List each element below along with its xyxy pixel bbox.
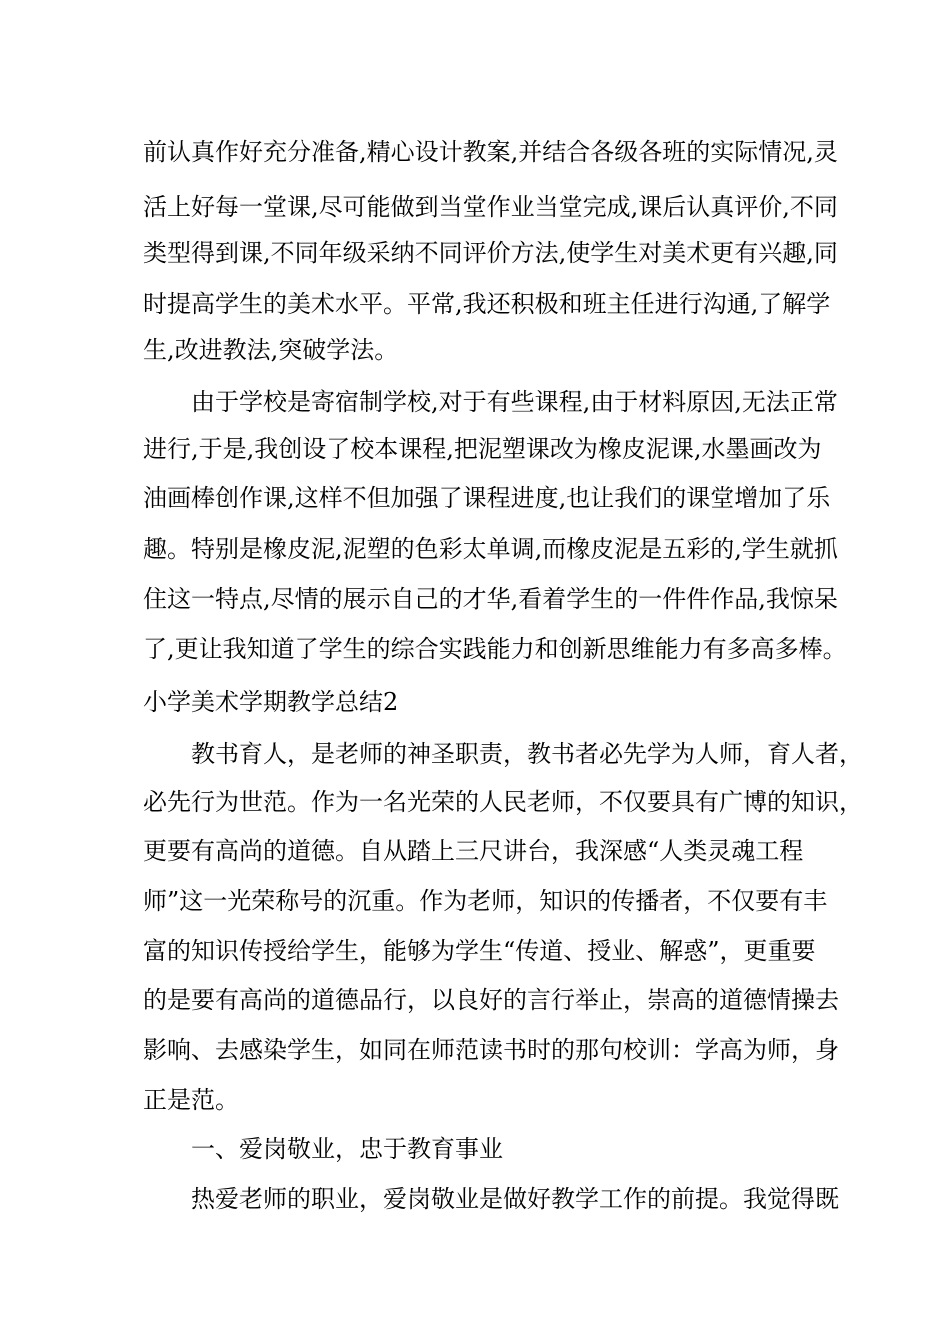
paragraph-line: 时提高学生的美术水平。平常,我还积极和班主任进行沟通,了解学 [143, 290, 831, 318]
paragraph-line: 教书育人，是老师的神圣职责，教书者必先学为人师，育人者， [191, 740, 863, 768]
paragraph-line: 类型得到课,不同年级采纳不同评价方法,使学生对美术更有兴趣,同 [143, 239, 838, 267]
paragraph-line: 油画棒创作课,这样不但加强了课程进度,也让我们的课堂增加了乐 [143, 484, 831, 512]
paragraph-line: 进行,于是,我创设了校本课程,把泥塑课改为橡皮泥课,水墨画改为 [143, 435, 822, 463]
subsection-heading: 一、爱岗敬业，忠于教育事业 [191, 1135, 503, 1163]
section-title: 小学美术学期教学总结2 [143, 688, 399, 716]
paragraph-line: 住这一特点,尽情的展示自己的才华,看着学生的一件件作品,我惊呆 [143, 585, 838, 613]
paragraph-line: 热爱老师的职业，爱岗敬业是做好教学工作的前提。我觉得既 [191, 1185, 839, 1213]
paragraph-line: 正是范。 [143, 1086, 239, 1114]
paragraph-line: 生,改进教法,突破学法。 [143, 336, 399, 364]
paragraph-line: 的是要有高尚的道德品行，以良好的言行举止，崇高的道德情操去 [143, 986, 839, 1014]
paragraph-line: 了,更让我知道了学生的综合实践能力和创新思维能力有多高多棒。 [143, 635, 847, 663]
paragraph-line: 趣。特别是橡皮泥,泥塑的色彩太单调,而橡皮泥是五彩的,学生就抓 [143, 535, 838, 563]
paragraph-line: 必先行为世范。作为一名光荣的人民老师，不仅要具有广博的知识， [143, 788, 863, 816]
paragraph-line: 师”这一光荣称号的沉重。作为老师，知识的传播者，不仅要有丰 [143, 887, 828, 915]
paragraph-line: 由于学校是寄宿制学校,对于有些课程,由于材料原因,无法正常 [191, 388, 838, 416]
paragraph-line: 前认真作好充分准备,精心设计教案,并结合各级各班的实际情况,灵 [143, 138, 838, 166]
paragraph-line: 更要有高尚的道德。自从踏上三尺讲台，我深感“人类灵魂工程 [143, 837, 804, 865]
paragraph-line: 影响、去感染学生，如同在师范读书时的那句校训：学高为师，身 [143, 1036, 839, 1064]
paragraph-line: 活上好每一堂课,尽可能做到当堂作业当堂完成,课后认真评价,不同 [143, 193, 838, 221]
paragraph-line: 富的知识传授给学生，能够为学生“传道、授业、解惑”，更重要 [143, 937, 816, 965]
